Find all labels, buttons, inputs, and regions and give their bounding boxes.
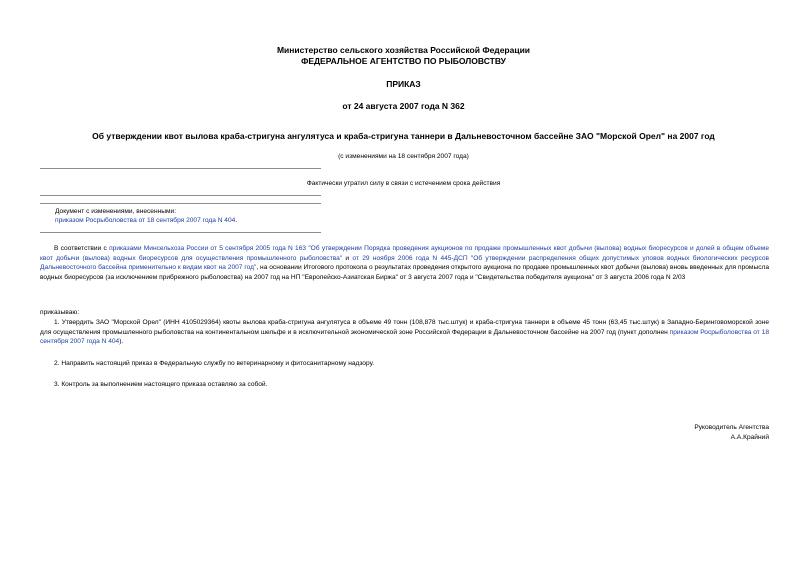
item-3: 3. Контроль за выполнением настоящего приказа оставляю за собой.: [54, 381, 268, 388]
item-1-link[interactable]: приказом Росрыболовства от 18 сентября 2007 года N 404: [40, 328, 769, 345]
signature-name: А.А.Крайний: [730, 434, 769, 441]
status-note: Фактически утратил силу в связи с истечением срока действия: [306, 180, 501, 187]
preamble-text: В соответствии с: [54, 245, 110, 252]
changes-suffix: .: [235, 217, 238, 224]
changes-entry: [55, 216, 237, 225]
preamble-link-order-163[interactable]: приказами Минсельхоза России от 5 сентября 2005 года N 163 "Об утверждении Порядка проведения аукционов по продаже промышленных квот добычи (вылова) водных биоресурсов и долей в общем объеме квот добычи (вылова) водных биоресурсов для осуществления промышленного рыболовства": [40, 245, 770, 262]
divider: [40, 232, 321, 233]
preamble-paragraph: [40, 244, 769, 282]
item-1-text: 1. Утвердить ЗАО "Морской Орел" (ИНН 4105029364) квоты вылова краба-стригуна ангулятуса в объеме 49 тонн (108,878 тыс.штук) и краба-стригуна таннери в объеме 45 тонн (63,45 тыс.штук) в Западно-Беринговоморской зоне для осуществления промышленного рыболовства на континентальном шельфе и в исключительной экономической зоне Российской Федерации в Дальневосточном бассейне на 2007 год (пункт дополнен: [40, 319, 769, 336]
amendments-note: (с изменениями на 18 сентября 2007 года): [338, 153, 469, 160]
item-1: [40, 318, 769, 347]
doc-date-number: от 24 августа 2007 года N 362: [342, 101, 465, 111]
preamble-text: , на основании Итогового протокола о результатах проведения открытого аукциона по продаже промышленных квот добычи (вылова) вновь введенных для промысла водных биоресурсов (за исключением прибрежного рыболовства) на 2007 год на НП "Европейско-Азиатская Биржа" от 3 августа 2007 года и "Свидетельства победителя аукциона" от 3 августа 2006 года N 2/03: [40, 264, 769, 281]
item-2: 2. Направить настоящий приказ в Федеральную службу по ветеринарному и фитосанитарному надзору.: [54, 360, 375, 367]
order-word: приказываю:: [40, 309, 80, 316]
doc-title: Об утверждении квот вылова краба-стригуна ангулятуса и краба-стригуна таннери в Дальневосточном бассейне ЗАО "Морской Орел" на 2007 год: [92, 131, 715, 141]
divider: [40, 203, 321, 204]
item-1-end: ).: [119, 338, 124, 345]
divider: [40, 195, 321, 196]
changes-label: Документ с изменениями, внесенными:: [55, 208, 177, 215]
changes-link[interactable]: приказом Росрыболовства от 18 сентября 2007 года N 404: [55, 217, 236, 224]
agency-name: ФЕДЕРАЛЬНОЕ АГЕНТСТВО ПО РЫБОЛОВСТВУ: [301, 56, 506, 66]
signature-position: Руководитель Агентства: [694, 424, 769, 431]
divider: [40, 168, 321, 169]
preamble-link-order-445[interactable]: от 29 ноября 2006 года N 445-ДСП "Об утверждении распределения общих допустимых уловов водных биологических ресурсов Дальневосточного бассейна применительно к видам квот на 2007 год": [40, 254, 769, 271]
doc-type: ПРИКАЗ: [386, 79, 421, 89]
ministry-name: Министерство сельского хозяйства Российской Федерации: [276, 45, 531, 55]
preamble-text: и: [342, 254, 353, 262]
